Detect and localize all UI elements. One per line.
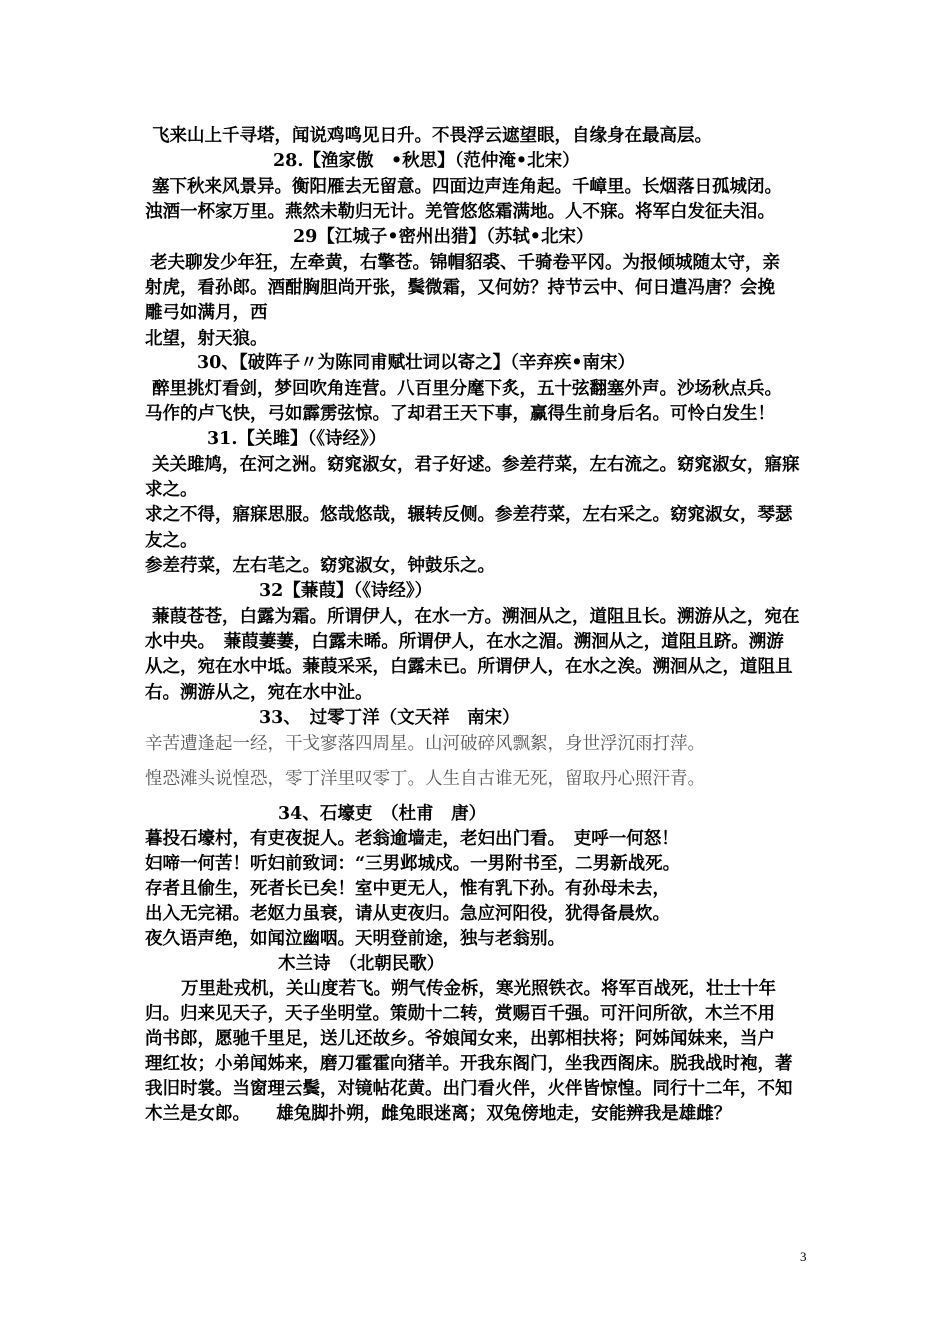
text-line: 北望，射天狼。 xyxy=(145,329,268,349)
text-line: 尚书郎，愿驰千里足，送儿还故乡。爷娘闻女来，出郭相扶将；阿姊闻妹来，当户 xyxy=(145,1029,775,1049)
text-line: 飞来山上千寻塔，闻说鸡鸣见日升。不畏浮云遮望眼，自缘身在最高层。 xyxy=(152,126,712,146)
text-line: 辛苦遭逢起一经，干戈寥落四周星。山河破碎风飘絮，身世浮沉雨打萍。 xyxy=(145,734,705,754)
section-heading: 木兰诗 （北朝民歌） xyxy=(278,954,445,974)
text-line: 射虎，看孙郎。酒酣胸胆尚开张，鬓微霜，又何妨？持节云中、何日遣冯唐？会挽 xyxy=(145,278,775,298)
text-line: 求之。 xyxy=(145,480,198,500)
text-line: 浊酒一杯家万里。燕然未勒归无计。羌管悠悠霜满地。人不寐。将军白发征夫泪。 xyxy=(145,202,775,222)
text-line: 理红妆；小弟闻姊来，磨刀霍霍向猪羊。开我东阁门，坐我西阁床。脱我战时袍，著 xyxy=(145,1054,793,1074)
text-line: 参差荇菜，左右芼之。窈窕淑女，钟鼓乐之。 xyxy=(145,556,495,576)
text-line: 老夫聊发少年狂，左牵黄，右擎苍。锦帽貂裘、千骑卷平冈。为报倾城随太守，亲 xyxy=(150,253,780,273)
text-line: 出入无完裙。老妪力虽衰，请从吏夜归。急应河阳役，犹得备晨炊。 xyxy=(145,904,670,924)
text-line: 关关雎鸠，在河之洲。窈窕淑女，君子好逑。参差荇菜，左右流之。窈窕淑女，寤寐 xyxy=(152,455,800,475)
section-heading: 30、【破阵子〃为陈同甫赋壮词以寄之】（辛弃疾•南宋） xyxy=(197,353,636,373)
text-line: 惶恐滩头说惶恐，零丁洋里叹零丁。人生自古谁无死，留取丹心照汗青。 xyxy=(145,769,705,789)
text-line: 夜久语声绝，如闻泣幽咽。天明登前途，独与老翁别。 xyxy=(145,929,565,949)
section-heading: 32【蒹葭】（《诗经》） xyxy=(259,581,433,601)
text-line: 存者且偷生，死者长已矣！室中更无人，惟有乳下孙。有孙母未去， xyxy=(145,879,670,899)
text-line: 马作的卢飞快，弓如霹雳弦惊。了却君王天下事，赢得生前身后名。可怜白发生！ xyxy=(145,404,775,424)
text-line: 塞下秋来风景异。衡阳雁去无留意。四面边声连角起。千嶂里。长烟落日孤城闭。 xyxy=(152,177,782,197)
text-line: 我旧时裳。当窗理云鬓，对镜帖花黄。出门看火伴，火伴皆惊惶。同行十二年，不知 xyxy=(145,1079,793,1099)
section-heading: 31.【关雎】（《诗经》） xyxy=(207,429,387,449)
section-heading: 33、 过零丁洋（文天祥 南宋） xyxy=(259,708,520,728)
text-line: 水中央。 蒹葭萋萋，白露未晞。所谓伊人，在水之湄。溯洄从之，道阻且跻。溯游 xyxy=(145,632,784,652)
text-line: 求之不得，寤寐思服。悠哉悠哉，辗转反侧。参差荇菜，左右采之。窈窕淑女，琴瑟 xyxy=(145,505,793,525)
section-heading: 34、石壕吏 （杜甫 唐） xyxy=(278,804,487,824)
text-line: 蒹葭苍苍，白露为霜。所谓伊人，在水一方。溯洄从之，道阻且长。溯游从之，宛在 xyxy=(152,607,800,627)
text-line: 万里赴戎机，关山度若飞。朔气传金柝，寒光照铁衣。将军百战死，壮士十年 xyxy=(181,979,776,999)
text-line: 雕弓如满月，西 xyxy=(145,303,268,323)
section-heading: 29【江城子•密州出猎】（苏轼•北宋） xyxy=(293,227,594,247)
page-number: 3 xyxy=(800,1249,807,1264)
text-line: 木兰是女郎。 雄兔脚扑朔，雌兔眼迷离；双兔傍地走，安能辨我是雄雌？ xyxy=(145,1104,732,1124)
text-line: 友之。 xyxy=(145,531,198,551)
text-line: 归。归来见天子，天子坐明堂。策勋十二转，赏赐百千强。可汗问所欲，木兰不用 xyxy=(145,1004,775,1024)
text-line: 右。溯游从之，宛在水中沚。 xyxy=(145,683,373,703)
section-heading: 28.【渔家傲 •秋思】（范仲淹•北宋） xyxy=(273,151,580,171)
text-line: 醉里挑灯看剑，梦回吹角连营。八百里分麾下炙，五十弦翻塞外声。沙场秋点兵。 xyxy=(152,379,782,399)
text-line: 暮投石壕村，有吏夜捉人。老翁逾墙走，老妇出门看。 吏呼一何怒！ xyxy=(145,829,679,849)
text-line: 妇啼一何苦！听妇前致词：“三男邺城戍。一男附书至，二男新战死。 xyxy=(145,854,681,874)
text-line: 从之，宛在水中坻。蒹葭采采，白露未已。所谓伊人，在水之涘。溯洄从之，道阻且 xyxy=(145,657,793,677)
